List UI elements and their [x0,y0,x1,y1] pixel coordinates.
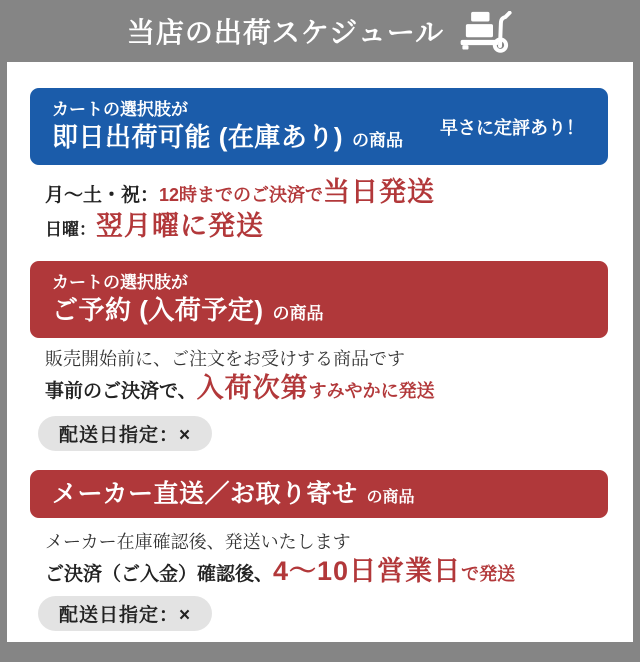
hand-truck-icon [459,11,513,53]
direct-rule-label: ご決済（ご入金）確認後、 [45,564,274,585]
banner-direct [30,470,608,518]
banner-direct-suffix: の商品 [366,489,415,506]
instant-rule-weekday [45,177,435,211]
preorder-description: 販売開始前に、ご注文をお受けする商品です [45,349,405,369]
banner-preorder-suffix: の商品 [272,304,324,323]
banner-instant-shipping [30,88,608,165]
preorder-delivery-date-label: 配送日指定：× [59,425,192,446]
preorder-delivery-date-badge [38,416,212,451]
direct-rule-tail: で発送 [461,564,516,584]
banner-instant-suffix: の商品 [352,131,404,150]
page-title: 当店の出荷スケジュール [126,17,445,48]
preorder-rule-emphasis: 入荷次第 [196,373,309,403]
header [0,0,640,62]
banner-preorder-emphasis: ご予約 (入荷予定) [52,295,264,325]
banner-instant-emphasis: 即日出荷可能 (在庫あり) [52,122,344,152]
preorder-rule [45,373,435,407]
instant-rule-sunday [45,211,435,245]
preorder-description-block [45,346,435,407]
banner-preorder-intro: カートの選択肢が [52,273,188,292]
banner-preorder-main [52,294,608,330]
preorder-rule-label: 事前のご決済で、 [45,381,197,402]
instant-rule2-label: 日曜： [45,220,96,239]
instant-rule1-condition: 12時までのご決済で [159,185,324,205]
banner-instant-note: 早さに定評あり！ [440,117,584,138]
direct-rule-emphasis: 4〜10日営業日 [273,556,462,586]
instant-rule1-result: 当日発送 [323,177,436,207]
banner-direct-main [52,478,608,514]
instant-shipping-rules [45,177,435,245]
banner-preorder [30,261,608,338]
direct-delivery-date-badge [38,596,212,631]
banner-direct-emphasis: メーカー直送／お取り寄せ [52,480,358,508]
preorder-rule-tail: すみやかに発送 [308,381,435,401]
direct-rule [45,556,515,590]
instant-rule1-label: 月〜土・祝： [45,185,160,206]
direct-description-block [45,529,515,590]
instant-rule2-result: 翌月曜に発送 [96,211,264,241]
direct-description: メーカー在庫確認後、発送いたします [45,532,351,552]
direct-delivery-date-label: 配送日指定：× [59,605,192,626]
banner-instant-intro: カートの選択肢が [52,100,188,119]
